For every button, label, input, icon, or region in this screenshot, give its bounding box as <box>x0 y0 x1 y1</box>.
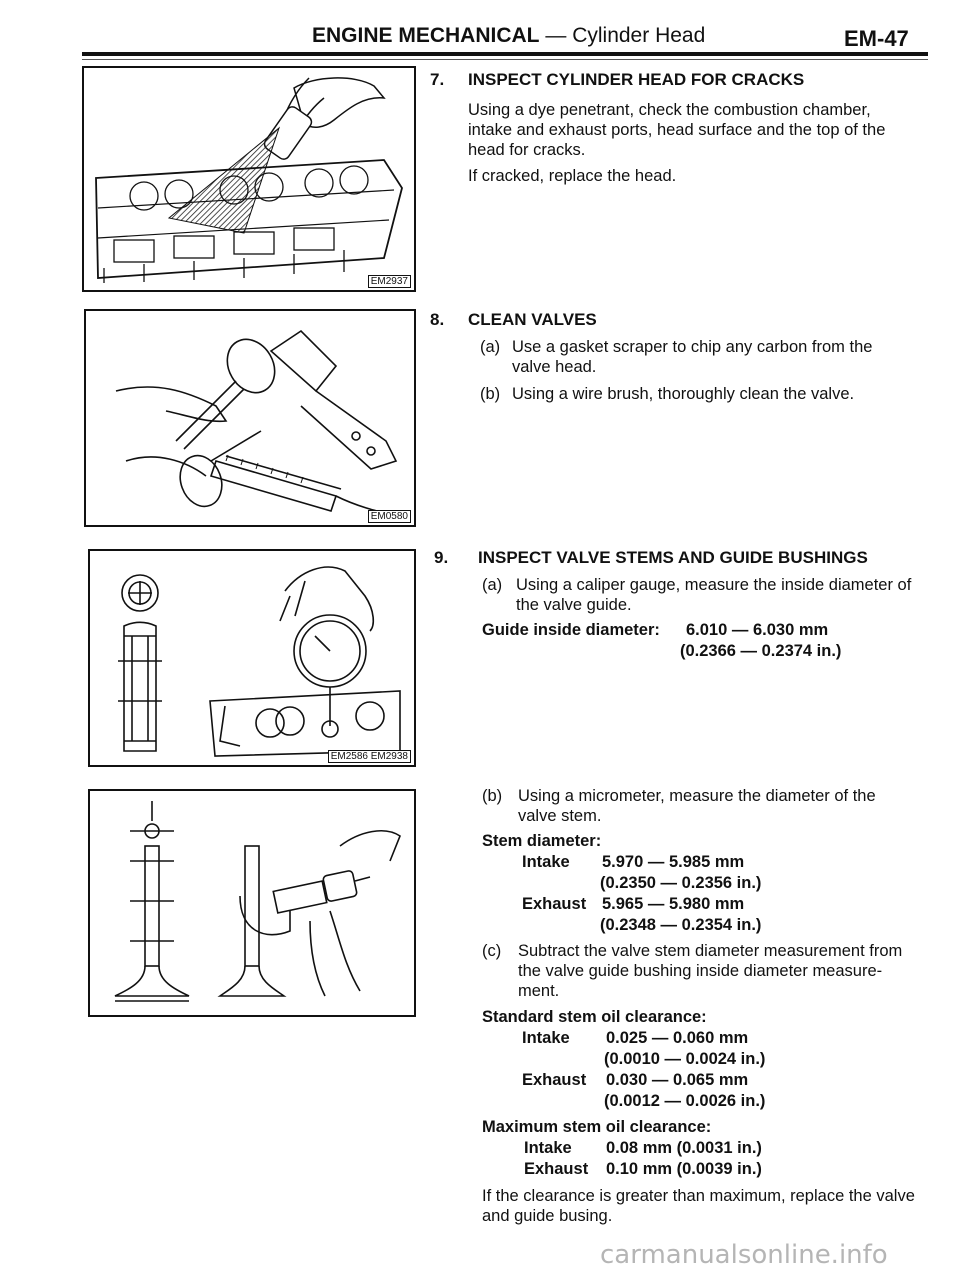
step-9-b-line2: valve stem. <box>518 807 602 825</box>
max-exhaust-value: 0.10 mm (0.0039 in.) <box>606 1160 762 1178</box>
guide-diameter-label: Guide inside diameter: <box>482 621 660 639</box>
std-intake-value-in: (0.0010 — 0.0024 in.) <box>604 1050 766 1068</box>
figure-code-b: EM2938 <box>370 751 408 762</box>
max-intake-value: 0.08 mm (0.0031 in.) <box>606 1139 762 1157</box>
caliper-gauge-illustration <box>90 551 414 765</box>
cylinder-head-illustration <box>84 68 414 290</box>
step-9-a-line1: Using a caliper gauge, measure the inside diameter of <box>516 576 912 594</box>
stem-exhaust-value: 5.965 — 5.980 mm <box>602 895 745 913</box>
stem-intake-value-in: (0.2350 — 0.2356 in.) <box>600 874 762 892</box>
step-8-a-line2: valve head. <box>512 358 597 376</box>
maximum-clearance-heading: Maximum stem oil clearance: <box>482 1118 712 1136</box>
page-header-title <box>312 24 705 48</box>
figure-code: EM2937 <box>368 275 411 288</box>
step-9-a-label: (a) <box>482 576 503 594</box>
step-7-para2: If cracked, replace the head. <box>468 167 677 185</box>
final-note-line1: If the clearance is greater than maximum, replace the valve <box>482 1187 915 1205</box>
figure-micrometer <box>88 789 416 1017</box>
step-9-c-line3: ment. <box>518 982 560 1000</box>
header-dash: — <box>545 24 567 47</box>
header-rule <box>82 52 928 56</box>
step-9-b-label: (b) <box>482 787 503 805</box>
figure-code <box>328 750 411 763</box>
std-intake-value: 0.025 — 0.060 mm <box>606 1029 749 1047</box>
step-7-para1-line2: intake and exhaust ports, head surface and the top of the <box>468 121 886 139</box>
figure-code: EM0580 <box>368 510 411 523</box>
stem-intake-value: 5.970 — 5.985 mm <box>602 853 745 871</box>
step-8-b-label: (b) <box>480 385 501 403</box>
step-9-title: INSPECT VALVE STEMS AND GUIDE BUSHINGS <box>478 548 868 567</box>
figure-cylinder-head-dye <box>82 66 416 292</box>
stem-intake-label: Intake <box>522 853 570 871</box>
step-8-number: 8. <box>430 310 445 329</box>
figure-code-a: EM2586 <box>330 751 368 762</box>
figure-clean-valves <box>84 309 416 527</box>
std-exhaust-value-in: (0.0012 — 0.0026 in.) <box>604 1092 766 1110</box>
step-9-c-line1: Subtract the valve stem diameter measurement from <box>518 942 903 960</box>
step-8-title: CLEAN VALVES <box>468 310 597 329</box>
final-note-line2: and guide busing. <box>482 1207 613 1225</box>
valve-cleaning-illustration <box>86 311 414 525</box>
step-9-a-line2: the valve guide. <box>516 596 632 614</box>
step-9-number: 9. <box>434 548 449 567</box>
figure-caliper-gauge <box>88 549 416 767</box>
step-8-a-label: (a) <box>480 338 501 356</box>
guide-diameter-value: 6.010 — 6.030 mm <box>686 621 829 639</box>
step-8-a-line1: Use a gasket scraper to chip any carbon from the <box>512 338 873 356</box>
subsection-title: Cylinder Head <box>572 24 706 47</box>
header-rule-thin <box>82 59 928 60</box>
step-9-b-line1: Using a micrometer, measure the diameter of the <box>518 787 876 805</box>
step-9-c-label: (c) <box>482 942 502 960</box>
step-8-b-line1: Using a wire brush, thoroughly clean the valve. <box>512 385 855 403</box>
step-7-title: INSPECT CYLINDER HEAD FOR CRACKS <box>468 70 805 89</box>
page-code: EM-47 <box>844 26 909 51</box>
stem-diameter-heading: Stem diameter: <box>482 832 602 850</box>
step-7-para1-line3: head for cracks. <box>468 141 586 159</box>
max-intake-label: Intake <box>524 1139 572 1157</box>
std-exhaust-label: Exhaust <box>522 1071 587 1089</box>
guide-diameter-value-in: (0.2366 — 0.2374 in.) <box>680 642 842 660</box>
stem-exhaust-label: Exhaust <box>522 895 587 913</box>
watermark-text: carmanualsonline.info <box>600 1240 888 1270</box>
standard-clearance-heading: Standard stem oil clearance: <box>482 1008 707 1026</box>
stem-exhaust-value-in: (0.2348 — 0.2354 in.) <box>600 916 762 934</box>
step-7-para1-line1: Using a dye penetrant, check the combustion chamber, <box>468 101 871 119</box>
step-9-c-line2: the valve guide bushing inside diameter measure- <box>518 962 883 980</box>
max-exhaust-label: Exhaust <box>524 1160 589 1178</box>
std-exhaust-value: 0.030 — 0.065 mm <box>606 1071 749 1089</box>
micrometer-illustration <box>90 791 414 1015</box>
std-intake-label: Intake <box>522 1029 570 1047</box>
section-title: ENGINE MECHANICAL <box>312 24 540 47</box>
step-7-number: 7. <box>430 70 445 89</box>
